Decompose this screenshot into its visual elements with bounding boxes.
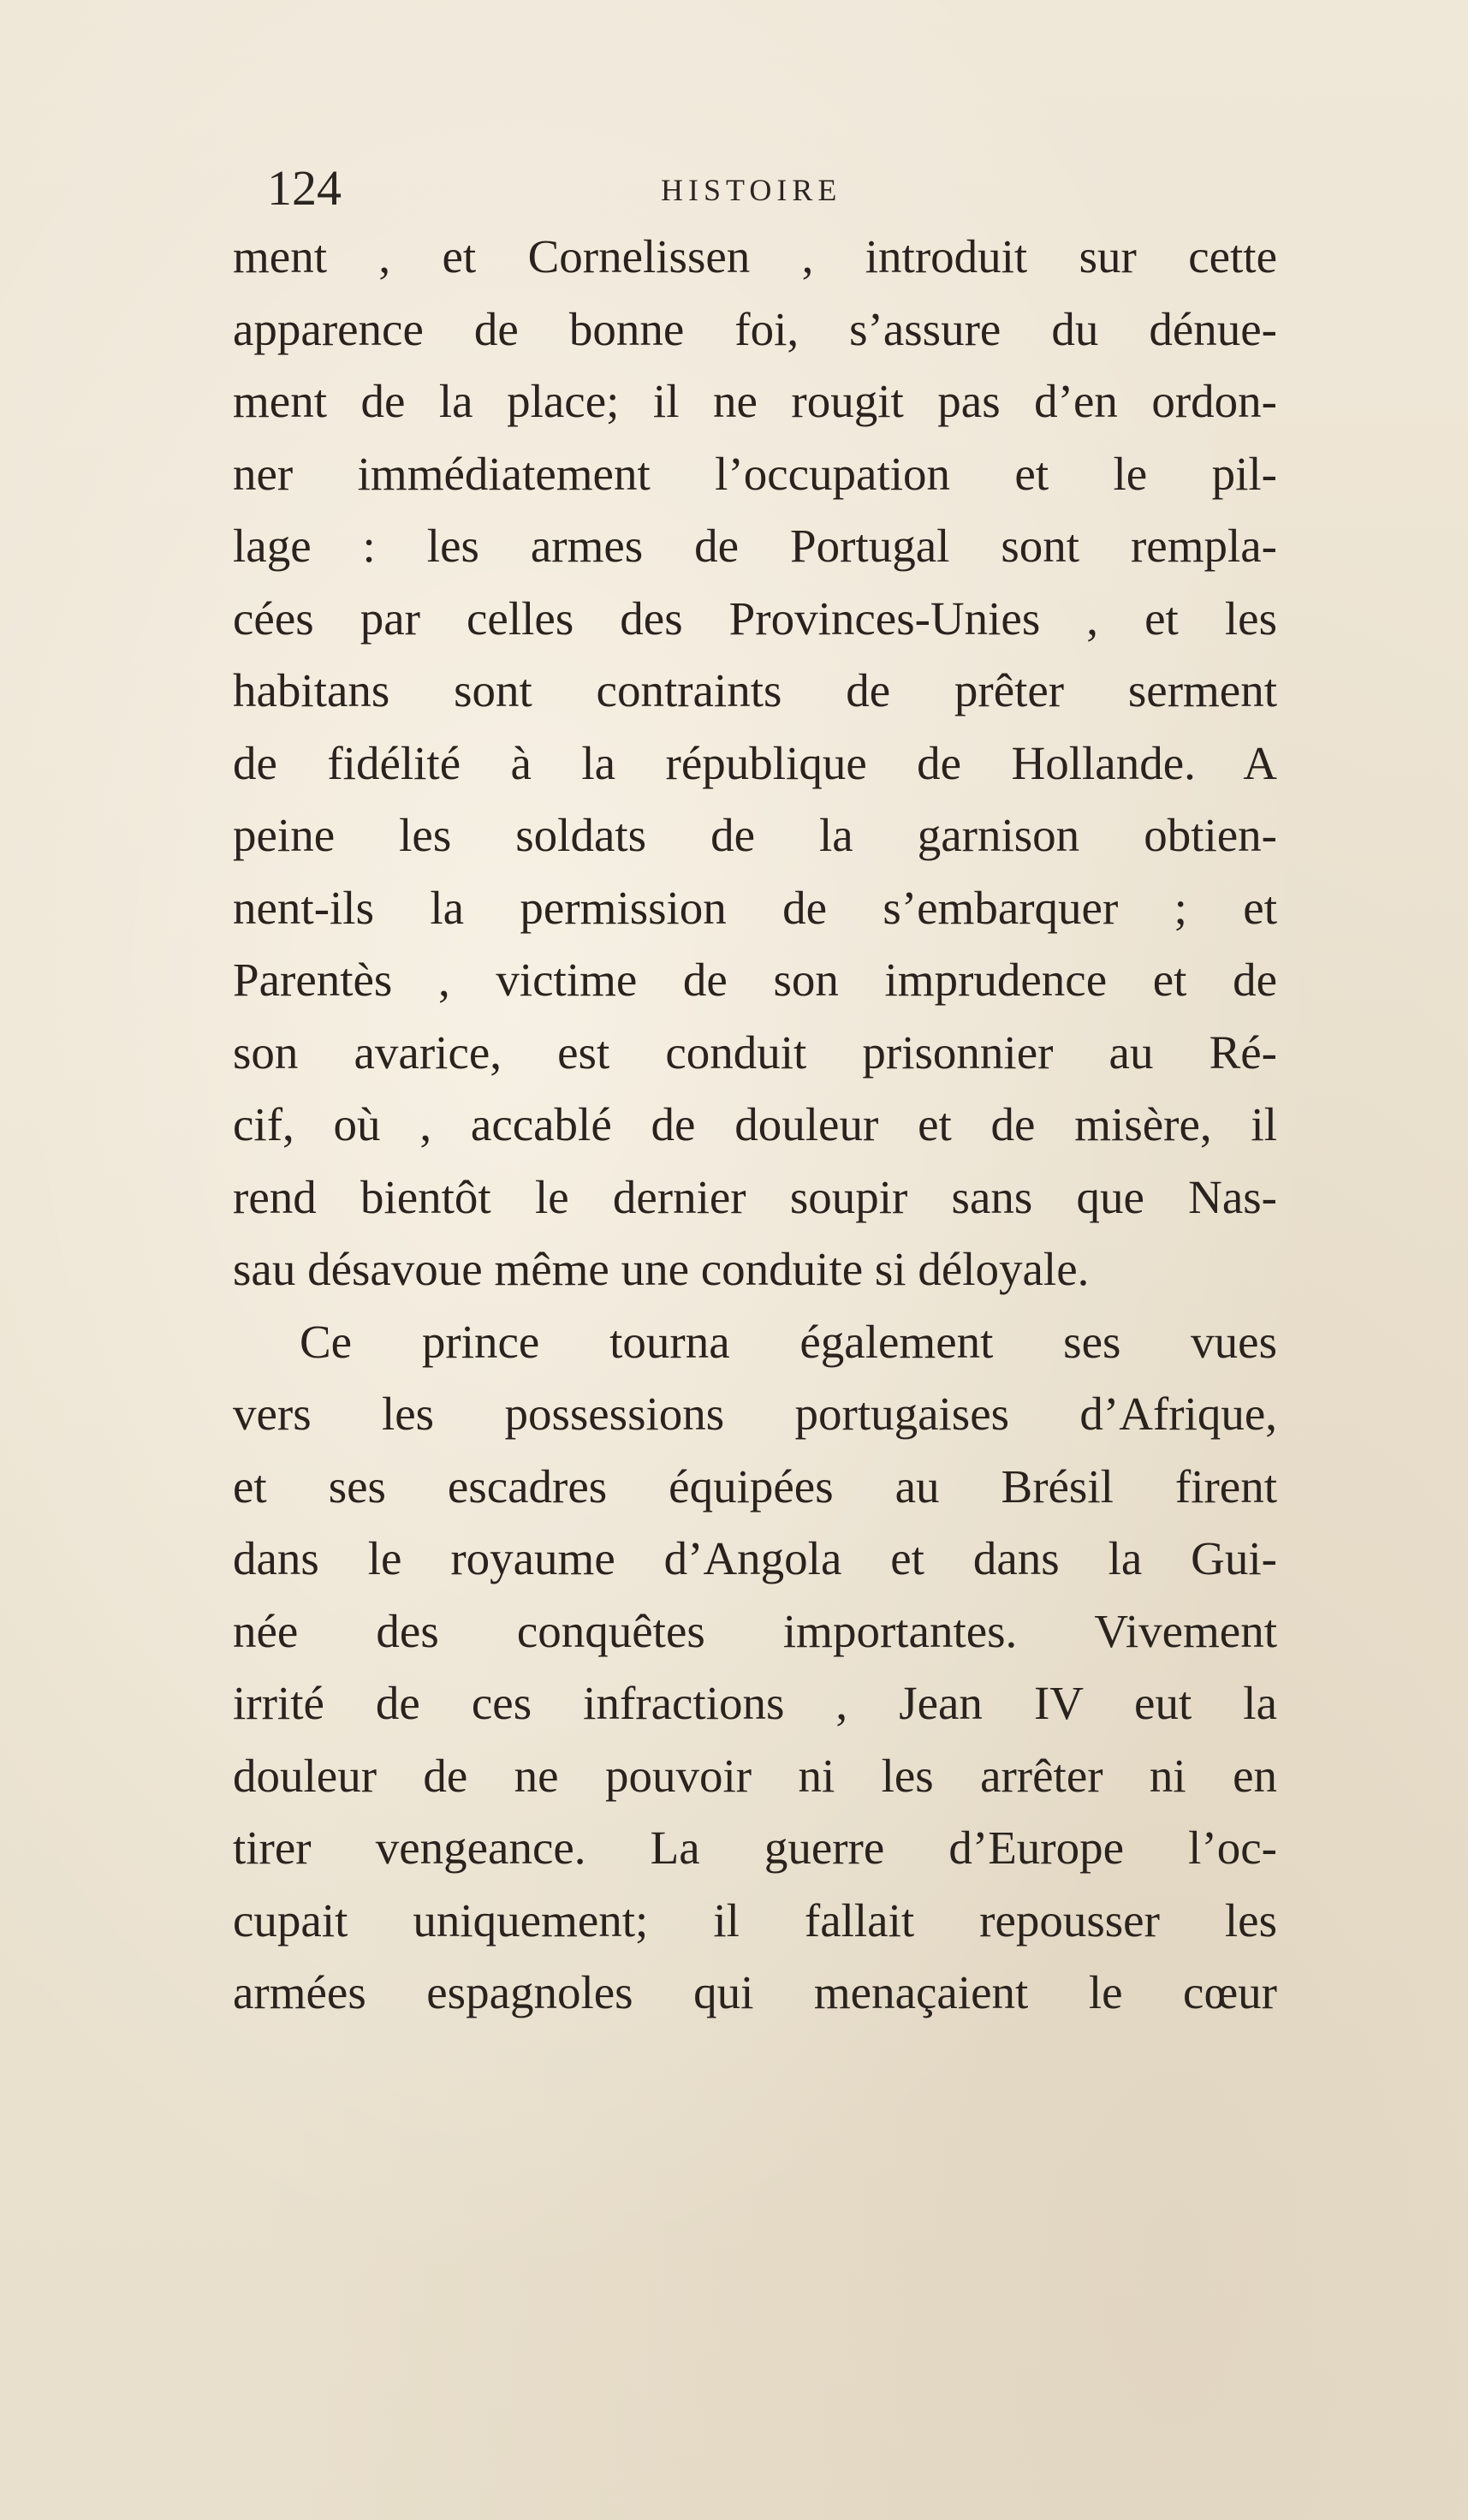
text-line: dans le royaume d’Angola et dans la Gui-: [233, 1532, 1277, 1584]
text-line: rend bientôt le dernier soupir sans que Nas-: [233, 1170, 1277, 1223]
text-line: ner immédiatement l’occupation et le pil-: [233, 447, 1277, 500]
running-head: HISTOIRE: [661, 173, 842, 207]
text-line: Ce prince tourna également ses vues: [300, 1315, 1277, 1368]
page-number: 124: [267, 160, 342, 216]
text-line: irrité de ces infractions , Jean IV eut la: [233, 1677, 1277, 1729]
text-line: armées espagnoles qui menaçaient le cœur: [233, 1966, 1277, 2018]
text-line: son avarice, est conduit prisonnier au Ré-: [233, 1025, 1277, 1079]
text-line: habitans sont contraints de prêter serment: [233, 664, 1277, 716]
text-line: tirer vengeance. La guerre d’Europe l’oc-: [233, 1822, 1277, 1874]
text-line: cif, où , accablé de douleur et de misère, il: [233, 1098, 1277, 1150]
page-header: [267, 154, 1277, 223]
text-line: Parentès , victime de son imprudence et de: [233, 954, 1277, 1006]
text-line: ment , et Cornelissen , introduit sur cette: [233, 230, 1277, 282]
text-line: douleur de ne pouvoir ni les arrêter ni en: [233, 1749, 1277, 1802]
text-line: apparence de bonne foi, s’assure du dénue-: [233, 302, 1277, 355]
text-line: peine les soldats de la garnison obtien-: [233, 809, 1277, 861]
text-line: de fidélité à la république de Hollande. A: [233, 736, 1277, 789]
body-text: [233, 221, 1277, 2030]
text-line: sau désavoue même une conduite si déloyale.: [233, 1243, 1090, 1295]
text-line: cées par celles des Provinces-Unies , et les: [233, 591, 1277, 645]
text-line: née des conquêtes importantes. Vivement: [233, 1604, 1277, 1657]
text-line: vers les possessions portugaises d’Afrique,: [233, 1388, 1277, 1440]
text-line: nent-ils la permission de s’embarquer ; et: [233, 881, 1277, 934]
text-line: cupait uniquement; il fallait repousser les: [233, 1893, 1277, 1946]
text-line: lage : les armes de Portugal sont rempla-: [233, 520, 1277, 572]
text-line: ment de la place; il ne rougit pas d’en ordon-: [233, 375, 1277, 427]
text-line: et ses escadres équipées au Brésil firent: [233, 1459, 1277, 1513]
